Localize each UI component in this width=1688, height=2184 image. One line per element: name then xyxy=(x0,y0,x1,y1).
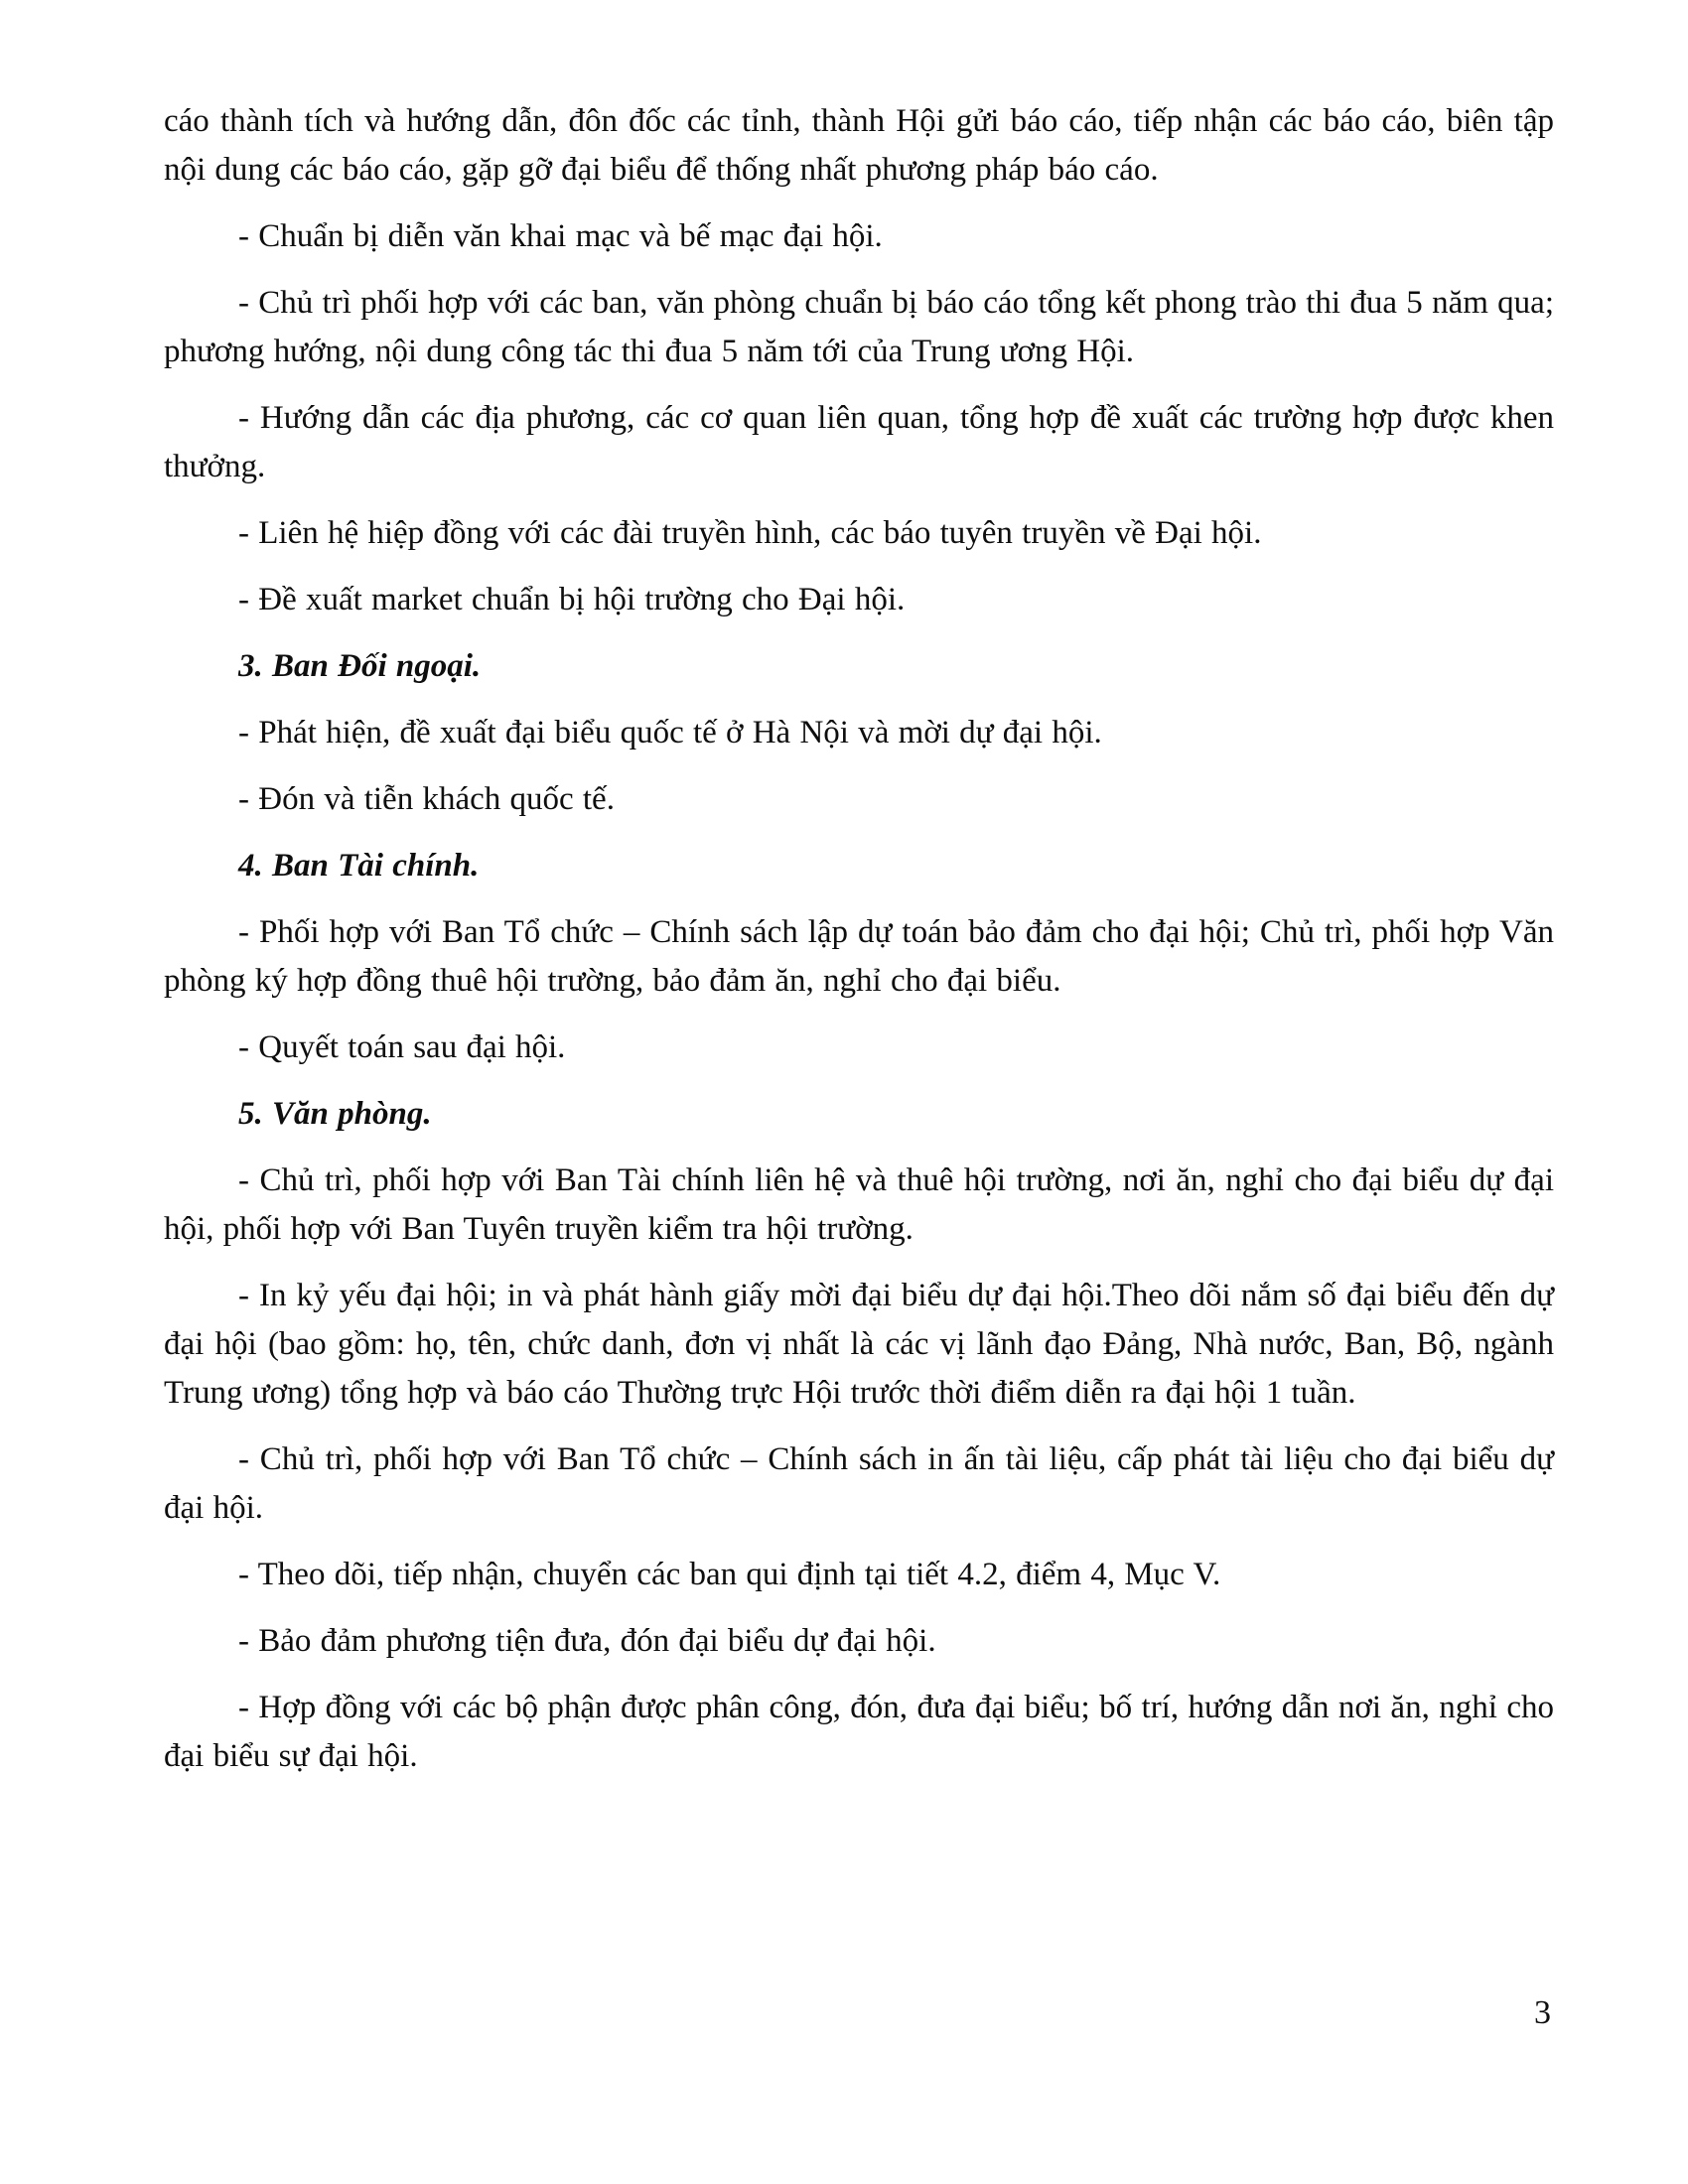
paragraph: - Bảo đảm phương tiện đưa, đón đại biểu dự đại hội. xyxy=(238,1623,936,1659)
paragraph: - Hợp đồng với các bộ phận được phân công, đón, đưa đại biểu; bố trí, hướng dẫn nơi ăn, nghỉ cho đại biểu sự đại hội. xyxy=(164,1690,1554,1774)
paragraph: - In kỷ yếu đại hội; in và phát hành giấy mời đại biểu dự đại hội.Theo dõi nắm số đại biểu đến dự đại hội (bao gồm: họ, tên, chức danh, đơn vị nhất là các vị lãnh đạo Đảng, Nhà nước, Ban, Bộ, ngành Trung ương) tổng hợp và báo cáo Thường trực Hội trước thời điểm diễn ra đại hội 1 tuần. xyxy=(164,1278,1554,1411)
document-body xyxy=(164,97,1554,1799)
section-heading: 5. Văn phòng. xyxy=(238,1096,432,1132)
paragraph: - Hướng dẫn các địa phương, các cơ quan liên quan, tổng hợp đề xuất các trường hợp được khen thưởng. xyxy=(164,400,1554,484)
paragraph: - Đón và tiễn khách quốc tế. xyxy=(238,781,615,817)
paragraph: - Quyết toán sau đại hội. xyxy=(238,1029,566,1065)
section-heading: 4. Ban Tài chính. xyxy=(238,848,480,884)
page-number: 3 xyxy=(1534,1994,1551,2031)
paragraph: - Chủ trì, phối hợp với Ban Tổ chức – Chính sách in ấn tài liệu, cấp phát tài liệu cho đại biểu dự đại hội. xyxy=(164,1441,1554,1526)
paragraph: - Liên hệ hiệp đồng với các đài truyền hình, các báo tuyên truyền về Đại hội. xyxy=(238,515,1262,551)
paragraph: - Phát hiện, đề xuất đại biểu quốc tế ở Hà Nội và mời dự đại hội. xyxy=(238,715,1102,751)
paragraph: - Chủ trì, phối hợp với Ban Tài chính liên hệ và thuê hội trường, nơi ăn, nghỉ cho đại biểu dự đại hội, phối hợp với Ban Tuyên truyền kiểm tra hội trường. xyxy=(164,1162,1554,1247)
paragraph: - Phối hợp với Ban Tổ chức – Chính sách lập dự toán bảo đảm cho đại hội; Chủ trì, phối hợp Văn phòng ký hợp đồng thuê hội trường, bảo đảm ăn, nghỉ cho đại biểu. xyxy=(164,914,1554,999)
paragraph: - Đề xuất market chuẩn bị hội trường cho Đại hội. xyxy=(238,582,906,617)
section-heading: 3. Ban Đối ngoại. xyxy=(238,648,482,684)
paragraph: - Theo dõi, tiếp nhận, chuyển các ban qui định tại tiết 4.2, điểm 4, Mục V. xyxy=(238,1557,1221,1592)
paragraph: cáo thành tích và hướng dẫn, đôn đốc các tỉnh, thành Hội gửi báo cáo, tiếp nhận các báo cáo, biên tập nội dung các báo cáo, gặp gỡ đại biểu để thống nhất phương pháp báo cáo. xyxy=(164,103,1554,188)
paragraph: - Chủ trì phối hợp với các ban, văn phòng chuẩn bị báo cáo tổng kết phong trào thi đua 5 năm qua; phương hướng, nội dung công tác thi đua 5 năm tới của Trung ương Hội. xyxy=(164,285,1554,369)
paragraph: - Chuẩn bị diễn văn khai mạc và bế mạc đại hội. xyxy=(238,218,883,254)
